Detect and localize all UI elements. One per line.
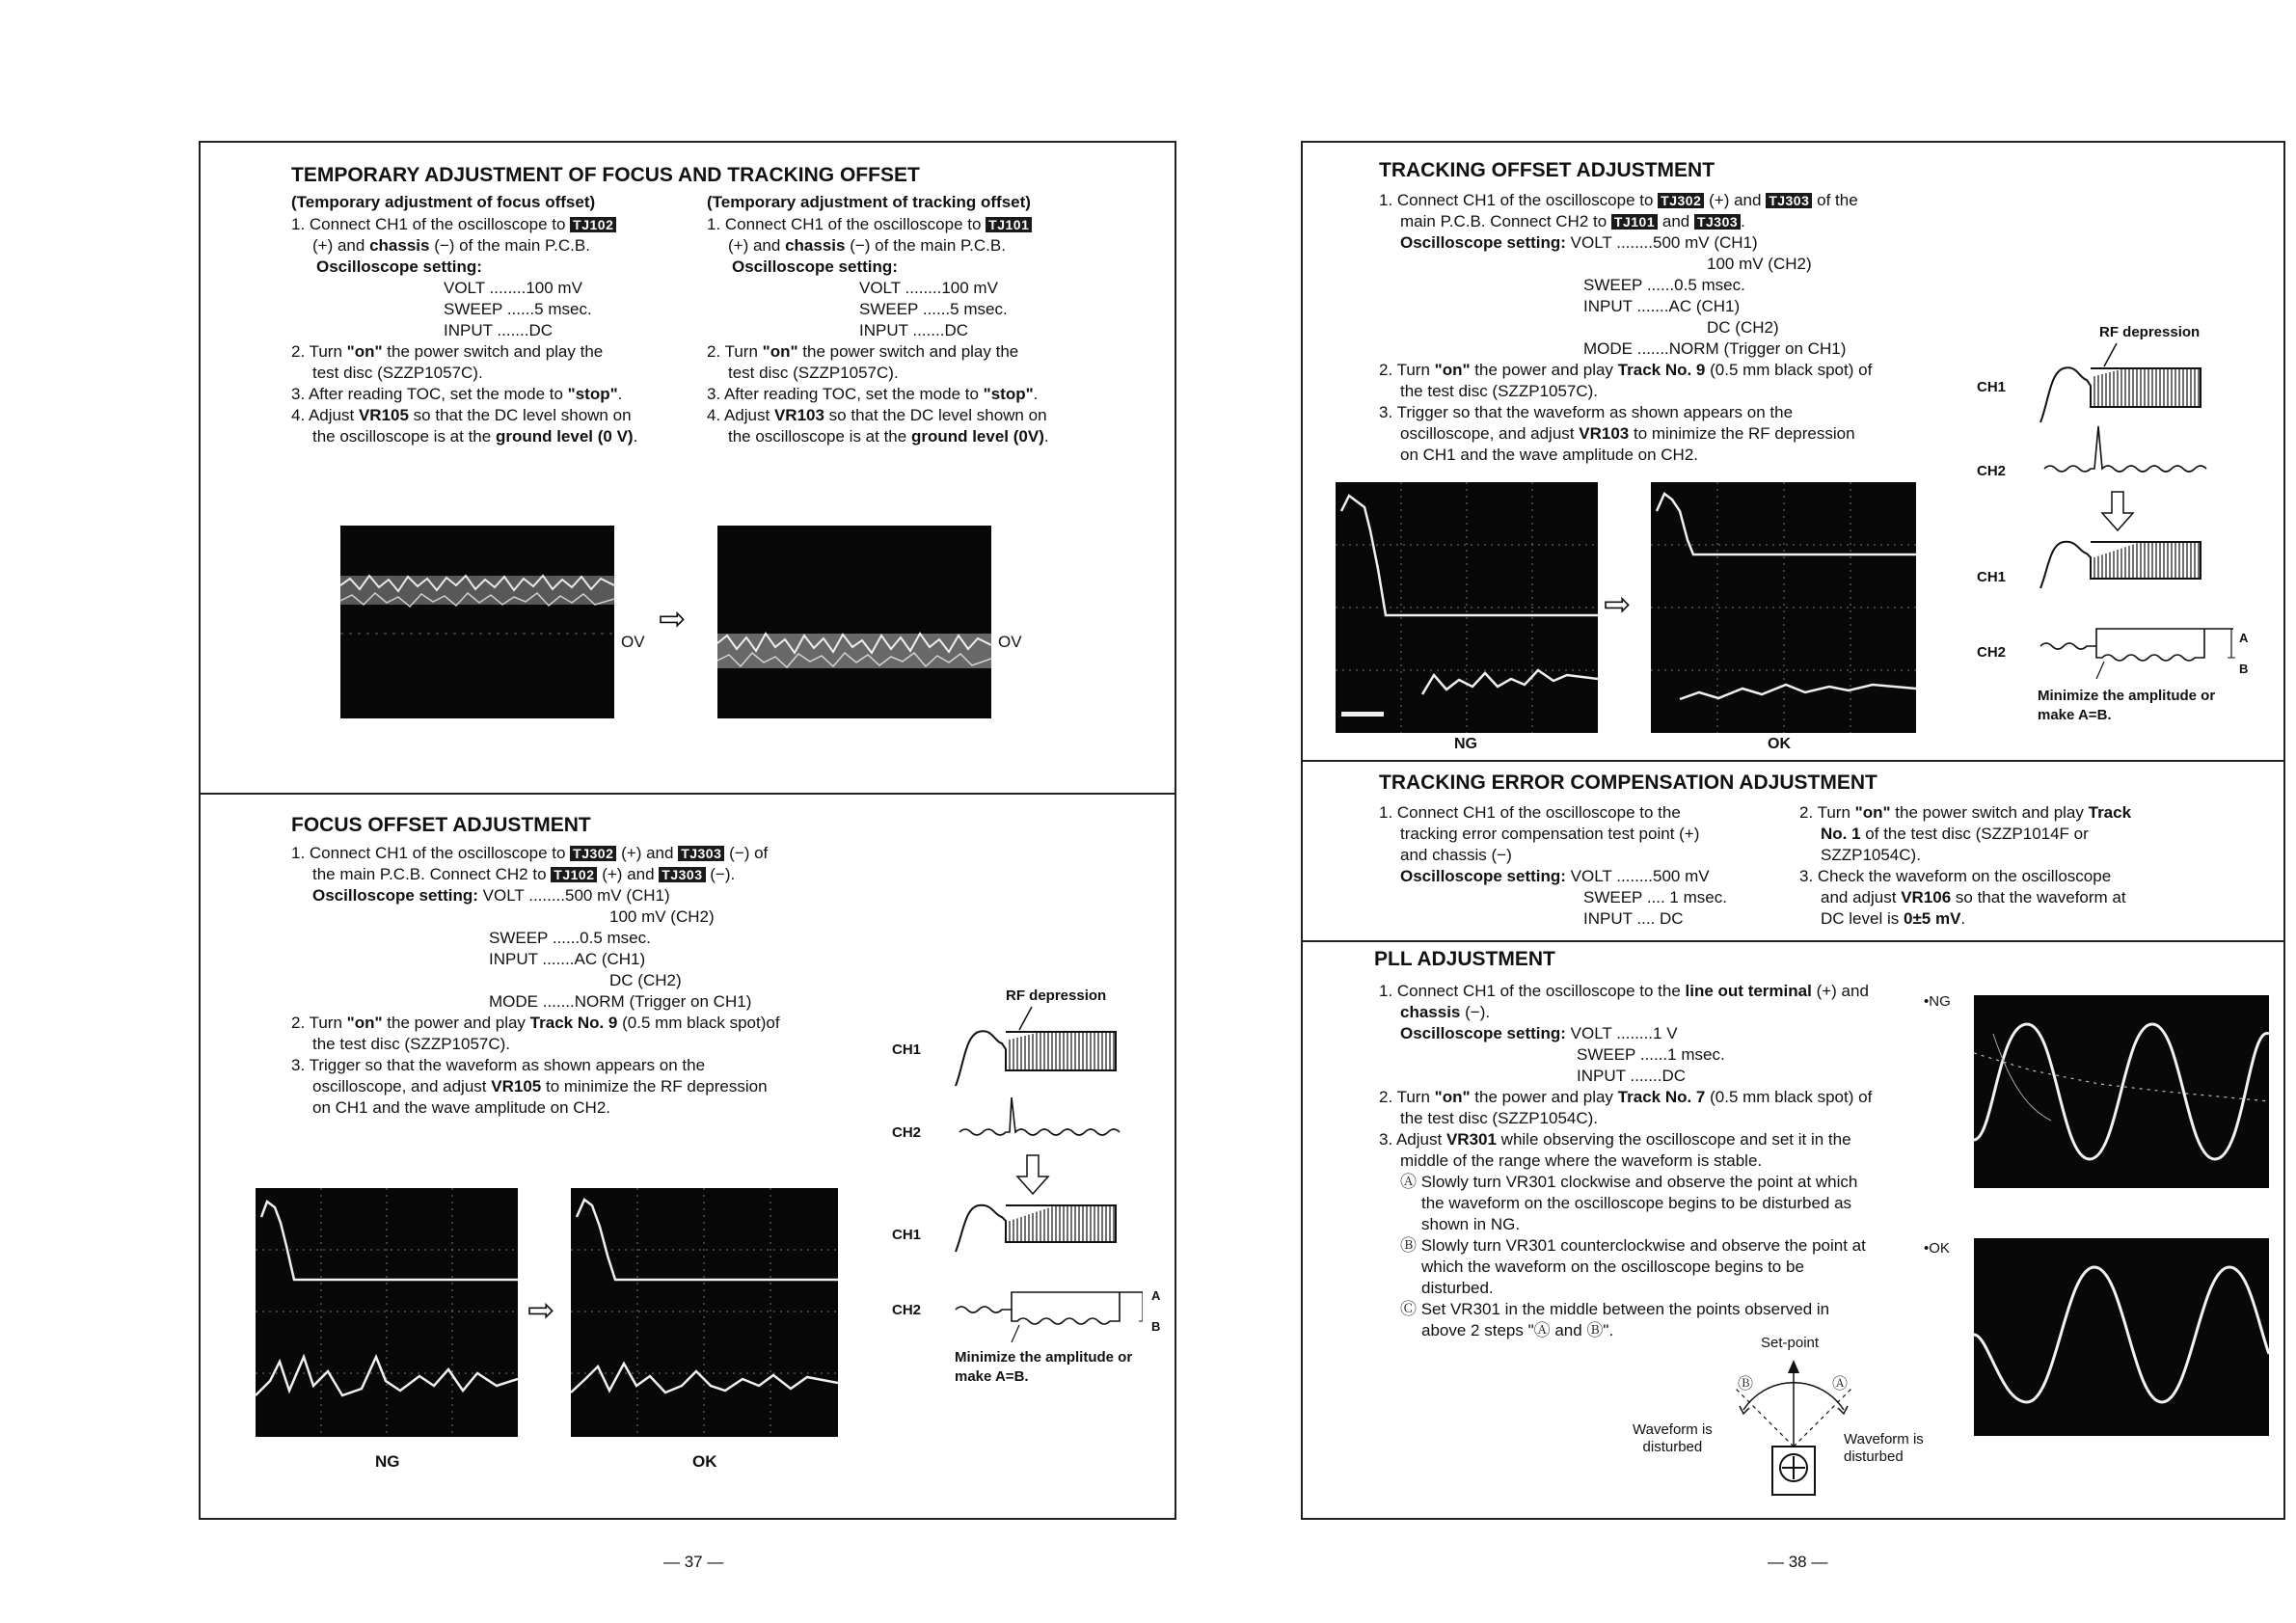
tracking-error-title: TRACKING ERROR COMPENSATION ADJUSTMENT xyxy=(1379,771,1877,794)
arrow-right-icon: ⇨ xyxy=(659,601,687,637)
ch1-label: CH1 xyxy=(1977,569,2007,585)
rf-waveform-diagram xyxy=(2035,339,2237,687)
ch2-label: CH2 xyxy=(892,1302,922,1318)
rf-depression-label: RF depression xyxy=(1006,987,1107,1004)
testpoint-tj101: TJ101 xyxy=(986,217,1032,232)
scope-photo-temp-focus xyxy=(340,526,614,718)
scope-photo-focus-ng xyxy=(256,1188,518,1437)
scope-photo-pll-ng xyxy=(1974,995,2269,1188)
right-section-divider-1 xyxy=(1301,760,2285,762)
temp-tracking-steps: 1. Connect CH1 of the oscilloscope to TJ101 (+) and chassis (−) of the main P.C.B. Oscilloscope setting: VOLT ........100 mV SWEEP ......5 msec. INPUT .......DC 2. Turn "on" the power switch and play the test disc (SZZP1057C). 3. After reading TOC, set the mode to "stop". 4. Adjust VR103 so that the DC level shown on the oscilloscope is at the ground level (0V). xyxy=(707,215,1049,446)
tracking-error-steps-2-3: 2. Turn "on" the power switch and play Track No. 1 of the test disc (SZZP1014F or SZZP1054C). 3. Check the waveform on the oscilloscope and adjust VR106 so that the waveform at DC level is 0±5 mV. xyxy=(1799,803,2132,928)
marker-a-label: A xyxy=(2239,631,2249,645)
pll-steps: 1. Connect CH1 of the oscilloscope to the line out terminal (+) and chassis (−). Oscilloscope setting: VOLT ........1 V SWEEP ......1 msec. INPUT .......DC 2. Turn "on" the power and play Track No. 7 (0.5 mm black spot) of the test disc (SZZP1054C). 3. Adjust VR301 while observing the oscilloscope and set it in the middle of the range where the waveform is stable. Ⓐ Slowly turn VR301 clockwise and observe the point at which the waveform on the oscilloscope begins to be disturbed as shown in NG. Ⓑ Slowly turn VR301 counterclockwise and observe the point at which the waveform on the oscilloscope begins to be disturbed. Ⓒ Set VR301 in the middle between the points observed in above 2 steps "Ⓐ and Ⓑ". xyxy=(1379,982,1873,1339)
ch1-label: CH1 xyxy=(892,1041,922,1058)
tracking-offset-title: TRACKING OFFSET ADJUSTMENT xyxy=(1379,159,1715,181)
rf-waveform-diagram xyxy=(950,1003,1143,1350)
testpoint-tj102: TJ102 xyxy=(570,217,616,232)
tracking-offset-steps: 1. Connect CH1 of the oscilloscope to TJ302 (+) and TJ303 of the main P.C.B. Connect CH2 to TJ101 and TJ303 . Oscilloscope setting: VOLT ........500 mV (CH1) 100 mV (CH2) SWEEP ......0.5 msec. INPUT .......AC (CH1) DC (CH2) MODE .......NORM (Trigger on CH1) 2. Turn "on" the power and play Track No. 9 (0.5 mm black spot) of the test disc (SZZP1057C). 3. Trigger so that the waveform as shown appears on the oscilloscope, and adjust VR103 to minimize the RF depression on CH1 and the wave amplitude on CH2. xyxy=(1379,191,1873,464)
ov-label-1: OV xyxy=(621,633,645,651)
dial-mark-b: Ⓑ xyxy=(1738,1376,1754,1393)
ch2-label: CH2 xyxy=(1977,463,2007,479)
tracking-error-step1: 1. Connect CH1 of the oscilloscope to the tracking error compensation test point (+) and chassis (−) Oscilloscope setting: VOLT ........500 mV SWEEP .... 1 msec. INPUT .... DC xyxy=(1379,803,1727,928)
ov-label-2: OV xyxy=(998,633,1022,651)
marker-a-label: A xyxy=(1151,1288,1161,1303)
vr301-dial-icon xyxy=(1716,1354,1871,1508)
pll-ng-label: •NG xyxy=(1924,993,1951,1010)
minimize-note: Minimize the amplitude or make A=B. xyxy=(2038,688,2216,723)
arrow-right-icon: ⇨ xyxy=(1604,586,1632,623)
focus-offset-title: FOCUS OFFSET ADJUSTMENT xyxy=(291,814,591,836)
scope-photo-tracking-ng xyxy=(1336,482,1598,733)
temp-tracking-subtitle: (Temporary adjustment of tracking offset) xyxy=(707,193,1031,211)
waveform-disturbed-left: Waveform is disturbed xyxy=(1633,1421,1713,1455)
rf-depression-label: RF depression xyxy=(2099,324,2201,340)
ch1-label: CH1 xyxy=(892,1227,922,1243)
temp-focus-subtitle: (Temporary adjustment of focus offset) xyxy=(291,193,596,211)
marker-b-label: B xyxy=(1151,1319,1161,1334)
ch2-label: CH2 xyxy=(1977,644,2007,661)
pll-ok-label: •OK xyxy=(1924,1240,1950,1257)
page-number-38: — 38 — xyxy=(1768,1553,1828,1571)
temp-focus-steps: 1. Connect CH1 of the oscilloscope to TJ102 (+) and chassis (−) of the main P.C.B. Oscilloscope setting: VOLT ........100 mV SWEEP ......5 msec. INPUT .......DC 2. Turn "on" the power switch and play the test disc (SZZP1057C). 3. After reading TOC, set the mode to "stop". 4. Adjust VR105 so that the DC level shown on the oscilloscope is at the ground level (0 V). xyxy=(291,215,638,446)
focus-offset-steps: 1. Connect CH1 of the oscilloscope to TJ302 (+) and TJ303 (−) of the main P.C.B. Connect CH2 to TJ102 (+) and TJ303 (−). Oscilloscope setting: VOLT ........500 mV (CH1) 100 mV (CH2) SWEEP ......0.5 msec. INPUT .......AC (CH1) DC (CH2) MODE .......NORM (Trigger on CH1) 2. Turn "on" the power and play Track No. 9 (0.5 mm black spot)of the test disc (SZZP1057C). 3. Trigger so that the waveform as shown appears on the oscilloscope, and adjust VR105 to minimize the RF depression on CH1 and the wave amplitude on CH2. xyxy=(291,844,780,1117)
dial-mark-a: Ⓐ xyxy=(1832,1376,1849,1393)
set-point-label: Set-point xyxy=(1761,1335,1820,1351)
scope-photo-focus-ok xyxy=(571,1188,838,1437)
right-section-divider-2 xyxy=(1301,940,2285,942)
temp-adjustment-title: TEMPORARY ADJUSTMENT OF FOCUS AND TRACKING OFFSET xyxy=(291,164,920,186)
pll-title: PLL ADJUSTMENT xyxy=(1374,948,1555,970)
ng-label-tracking: NG xyxy=(1454,736,1477,752)
arrow-right-icon: ⇨ xyxy=(527,1292,555,1329)
scope-photo-tracking-ok xyxy=(1651,482,1916,733)
ng-label-focus: NG xyxy=(375,1452,400,1471)
minimize-note: Minimize the amplitude or make A=B. xyxy=(955,1349,1133,1385)
scope-photo-temp-tracking xyxy=(717,526,991,718)
marker-b-label: B xyxy=(2239,662,2249,676)
ok-label-focus: OK xyxy=(692,1452,717,1471)
ok-label-tracking: OK xyxy=(1768,736,1791,752)
page-number-37: — 37 — xyxy=(663,1553,724,1571)
ch1-label: CH1 xyxy=(1977,379,2007,395)
left-section-divider xyxy=(199,793,1176,795)
ch2-label: CH2 xyxy=(892,1124,922,1141)
scope-photo-pll-ok xyxy=(1974,1238,2269,1436)
waveform-disturbed-right: Waveform is disturbed xyxy=(1844,1431,1924,1465)
